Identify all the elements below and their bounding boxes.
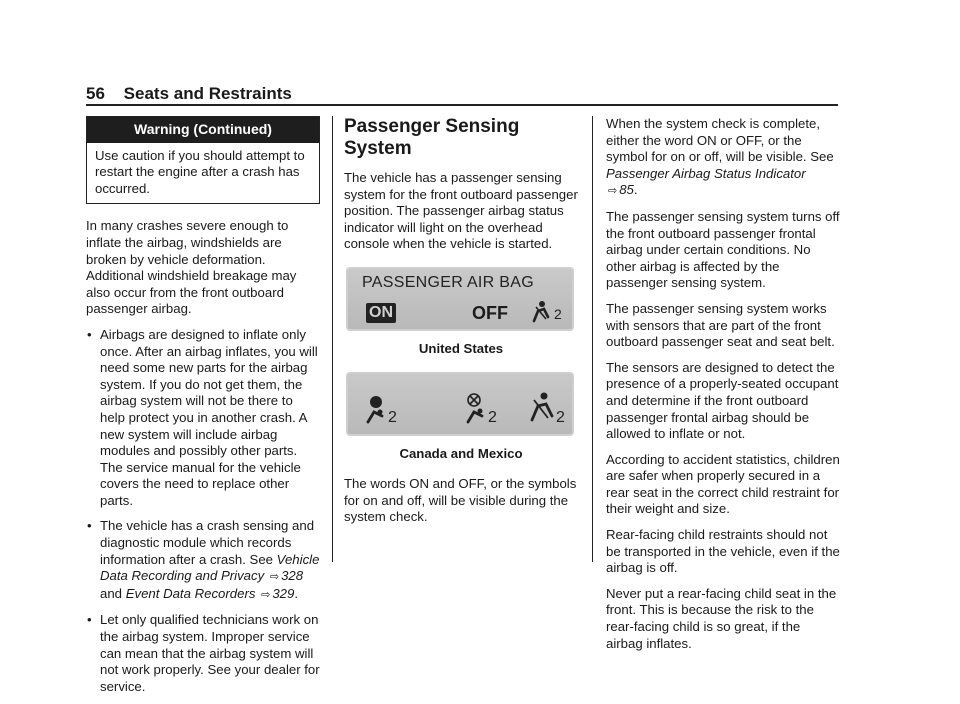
header-rule [86,104,838,106]
column-2 [344,116,578,535]
page-number: 56 [86,84,105,103]
page-reference[interactable]: 329 [272,585,295,601]
on-indicator: ON [366,303,396,323]
paragraph: According to accident statistics, children are safer when properly secured in a rear seat in the correct child restraint for their weight and size. [606,451,840,517]
us-status-indicator-panel [346,267,574,331]
paragraph: Rear-facing child restraints should not be transported in the vehicle, even if the airbag is off. [606,527,840,576]
passenger-airbag-crossed-icon [462,390,506,426]
passenger-airbag-off-icon [528,299,568,325]
subscript-2: 2 [556,408,565,426]
paragraph: In many crashes severe enough to inflate the airbag, windshields are broken by vehicle deformation. Additional windshield breakage may also occur from the front outboard passenger airbag. [86,218,297,317]
paragraph: The sensors are designed to detect the presence of a properly-seated occupant and determine if the front outboard passenger frontal airbag should be allowed to inflate or not. [606,359,839,442]
passenger-airbag-on-icon [364,392,404,426]
list-item: • Airbags are designed to inflate only once. After an airbag inflates, you will need some new parts for the airbag system. If you do not get them, the airbag system will not be there to help protect you in another crash. A new system will include airbag modules and possibly other parts. The service manual for the vehicle covers the need to replace other parts. [86,327,320,510]
column-divider [592,116,593,562]
warning-title: Warning (Continued) [87,117,319,143]
page-arrow-icon: ⇨ [269,571,280,584]
section-title: Seats and Restraints [123,84,292,103]
paragraph: The passenger sensing system works with sensors that are part of the front outboard passenger seat and seat belt. [606,300,835,350]
page-reference[interactable]: 328 [281,568,304,584]
subscript-2: 2 [554,305,562,322]
page-reference[interactable]: 85 [619,182,634,198]
paragraph: The words ON and OFF, or the symbols for on and off, will be visible during the system check. [344,476,577,525]
cross-reference-link[interactable]: Event Data Recorders [125,585,256,601]
paragraph: The passenger sensing system turns off the front outboard passenger frontal airbag under certain conditions. No other airbag is affected by the passenger sensing system. [606,208,840,291]
column-divider [332,116,333,562]
page-header [86,84,292,104]
page-arrow-icon: ⇨ [261,588,271,601]
paragraph-text: When the system check is complete, either the word ON or OFF, or the symbol for on or off, will be visible. See [606,116,834,165]
cross-reference-link[interactable]: Vehicle Data Recording and Privacy [100,551,320,584]
page-arrow-icon: ⇨ [608,185,618,198]
list-item: • Let only qualified technicians work on the airbag system. Improper service can mean that the airbag system will not work properly. See your dealer for service. [86,612,320,695]
subscript-2: 2 [388,408,397,426]
warning-text: Use caution if you should attempt to restart the engine after a crash has occurred. [95,147,305,196]
subscript-2: 2 [488,408,497,426]
paragraph: Never put a rear-facing child seat in the front. This is because the risk to the rear-facing child is so great, if the airbag inflates. [606,585,837,651]
off-indicator: OFF [472,302,508,323]
list-item: • The vehicle has a crash sensing and diagnostic module which records information after a crash. See Vehicle Data Recording and Privacy ⇨ 328 and Event Data Recorders ⇨ 329. [86,518,320,603]
paragraph: When the system check is complete, either the word ON or OFF, or the symbol for on or off, will be visible. See Passenger Airbag Status Indicator ⇨ 85. [606,116,834,198]
bullet-list [86,327,320,695]
column-1 [86,116,320,704]
caption-united-states: United States [418,340,504,356]
bullet-text: The vehicle has a crash sensing and diagnostic module which records information after a crash. See [100,518,315,567]
section-heading: Passenger Sensing System [344,116,520,159]
column-3 [606,116,840,661]
warning-box [86,116,320,204]
panel-title: PASSENGER AIR BAG [362,273,534,291]
bullet-text: and [100,585,123,601]
canada-mexico-status-indicator-panel [346,372,574,436]
paragraph: The vehicle has a passenger sensing system for the front outboard passenger position. The passenger airbag status indicator will light on the overhead console when the vehicle is started. [344,170,578,252]
cross-reference-link[interactable]: Passenger Airbag Status Indicator [606,165,806,181]
passenger-airbag-off-icon [526,390,572,426]
caption-canada-mexico: Canada and Mexico [399,445,523,461]
